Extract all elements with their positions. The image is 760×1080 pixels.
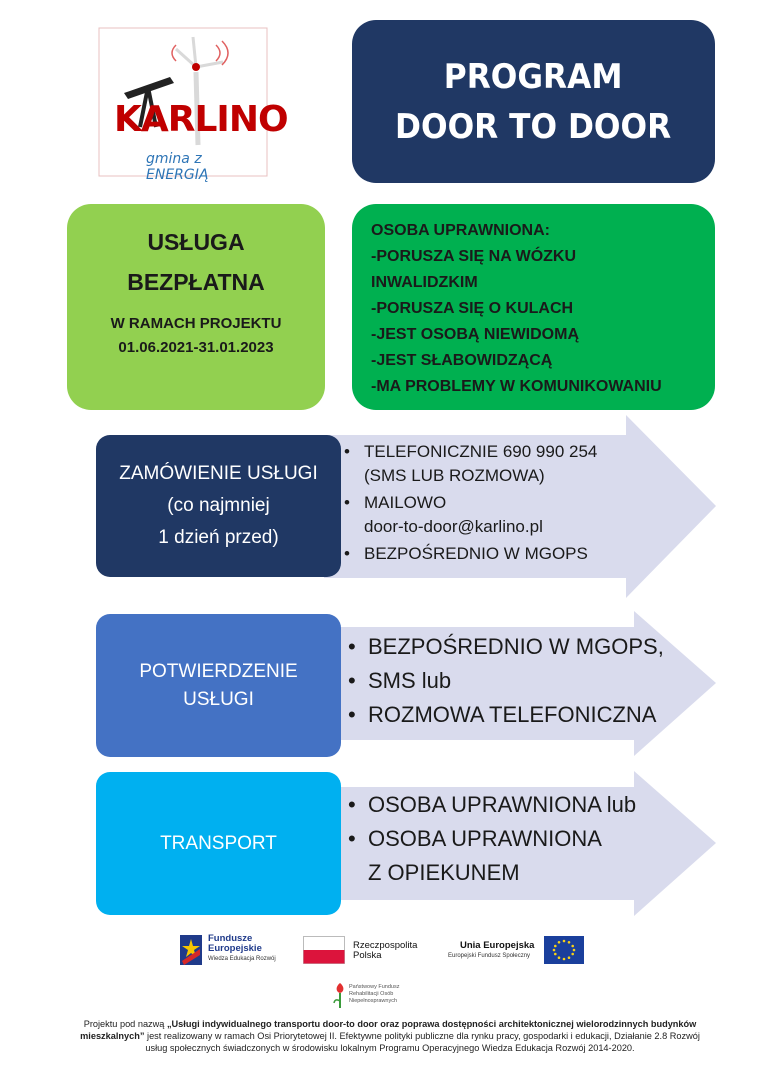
list-item <box>342 440 597 488</box>
footnote-rest: jest realizowany w ramach Osi Priorytetowej II. Efektywne polityki publiczne dla rynku pracy, gospodarki i edukacji, Działanie 2.8 Rozwój usług społecznych świadczonych w środowisku lokalnym Programu Operacyjnego Wiedza Edukacja Rozwój 2014-2020. <box>144 1031 700 1053</box>
list-item <box>342 491 597 539</box>
pfron-line-2: Rehabilitacji Osób <box>349 991 394 997</box>
footnote-prefix: Projektu pod nazwą <box>83 1019 167 1029</box>
footnote-project-title: „Usługi indywidualnego transportu door-to door oraz poprawa dostępności architektonicznej wielorodzinnych budynków mieszkalnych” <box>80 1019 697 1041</box>
pfron-line-3: Niepełnosprawnych <box>349 998 397 1004</box>
fundusze-europejskie-logo <box>178 933 282 967</box>
confirm-sms: SMS lub <box>368 668 452 693</box>
title-line-2: DOOR TO DOOR <box>395 106 672 147</box>
list-item <box>342 542 597 566</box>
eligible-heading: OSOBA UPRAWNIONA: <box>371 222 550 239</box>
rp-line-2: Polska <box>353 950 382 961</box>
fe-line-2: Europejskie <box>208 943 262 954</box>
order-phone: • TELEFONICZNIE 690 990 254 <box>364 442 598 461</box>
confirm-in-person: BEZPOŚREDNIO W MGOPS, <box>368 634 664 659</box>
eligible-item: -PORUSZA SIĘ O KULACH <box>371 300 574 317</box>
step-order-line: 1 dzień przed) <box>158 527 279 548</box>
fe-star-icon <box>178 933 204 967</box>
pfron-logo <box>333 981 423 1011</box>
rzeczpospolita-logo <box>303 936 423 966</box>
title-line-1: PROGRAM <box>444 56 623 97</box>
logo-brand: KARLINO <box>114 99 288 140</box>
karlino-logo <box>98 27 288 183</box>
free-service-line-1: USŁUGA <box>147 229 245 255</box>
eligible-person-box <box>352 204 715 410</box>
step-transport-box <box>96 772 341 915</box>
fe-line-1: Fundusze <box>208 933 253 944</box>
list-item <box>346 664 664 698</box>
eligible-item: -PORUSZA SIĘ NA WÓZKU <box>371 248 577 265</box>
project-footnote <box>75 1018 705 1054</box>
order-mail-label: • MAILOWO <box>364 493 447 512</box>
eu-flag-icon <box>544 936 584 964</box>
confirm-phone: ROZMOWA TELEFONICZNA <box>368 702 657 727</box>
transport-caregiver: Z OPIEKUNEM <box>368 860 520 885</box>
step-order-line: ZAMÓWIENIE USŁUGI <box>119 463 318 484</box>
ue-line-2: Europejski Fundusz Społeczny <box>448 953 531 959</box>
rp-line-1: Rzeczpospolita <box>353 940 418 951</box>
free-service-line-2: BEZPŁATNA <box>127 269 265 295</box>
eligible-item: -JEST SŁABOWIDZĄCĄ <box>371 352 553 369</box>
order-phone-note: (SMS LUB ROZMOWA) <box>364 466 545 485</box>
step-order-line: (co najmniej <box>167 495 270 516</box>
list-item <box>346 698 664 732</box>
list-item <box>346 788 636 822</box>
list-item <box>346 630 664 664</box>
eligible-item: -JEST OSOBĄ NIEWIDOMĄ <box>371 326 580 343</box>
fe-line-3: Wiedza Edukacja Rozwój <box>208 956 276 962</box>
program-title-box <box>352 20 715 183</box>
project-dates: 01.06.2021-31.01.2023 <box>118 339 274 356</box>
free-service-box <box>67 204 325 410</box>
project-label: W RAMACH PROJEKTU <box>110 315 282 332</box>
transport-options-list <box>346 788 636 890</box>
step-transport-line: TRANSPORT <box>160 832 277 854</box>
confirmation-methods-list <box>346 630 664 732</box>
step-order-box <box>96 435 341 577</box>
unia-europejska-logo <box>448 936 584 966</box>
order-email: door-to-door@karlino.pl <box>364 517 543 536</box>
eligible-item: -MA PROBLEMY W KOMUNIKOWANIU <box>371 378 662 395</box>
transport-eligible: OSOBA UPRAWNIONA lub <box>368 792 637 817</box>
step-confirmation-box <box>96 614 341 757</box>
tulip-icon <box>333 981 347 1009</box>
eligible-item: INWALIDZKIM <box>371 274 478 291</box>
polish-flag-icon <box>303 936 345 964</box>
order-in-person: • BEZPOŚREDNIO W MGOPS <box>364 544 588 563</box>
list-item <box>346 822 636 890</box>
step-confirmation-line: USŁUGI <box>183 688 254 710</box>
transport-eligible-with: • OSOBA UPRAWNIONA <box>368 826 602 851</box>
ue-line-1: Unia Europejska <box>460 940 535 951</box>
logo-tagline: gmina z ENERGIĄ <box>146 151 209 183</box>
pfron-line-1: Państwowy Fundusz <box>349 984 400 990</box>
step-confirmation-line: POTWIERDZENIE <box>139 660 298 682</box>
order-methods-list <box>342 440 597 566</box>
